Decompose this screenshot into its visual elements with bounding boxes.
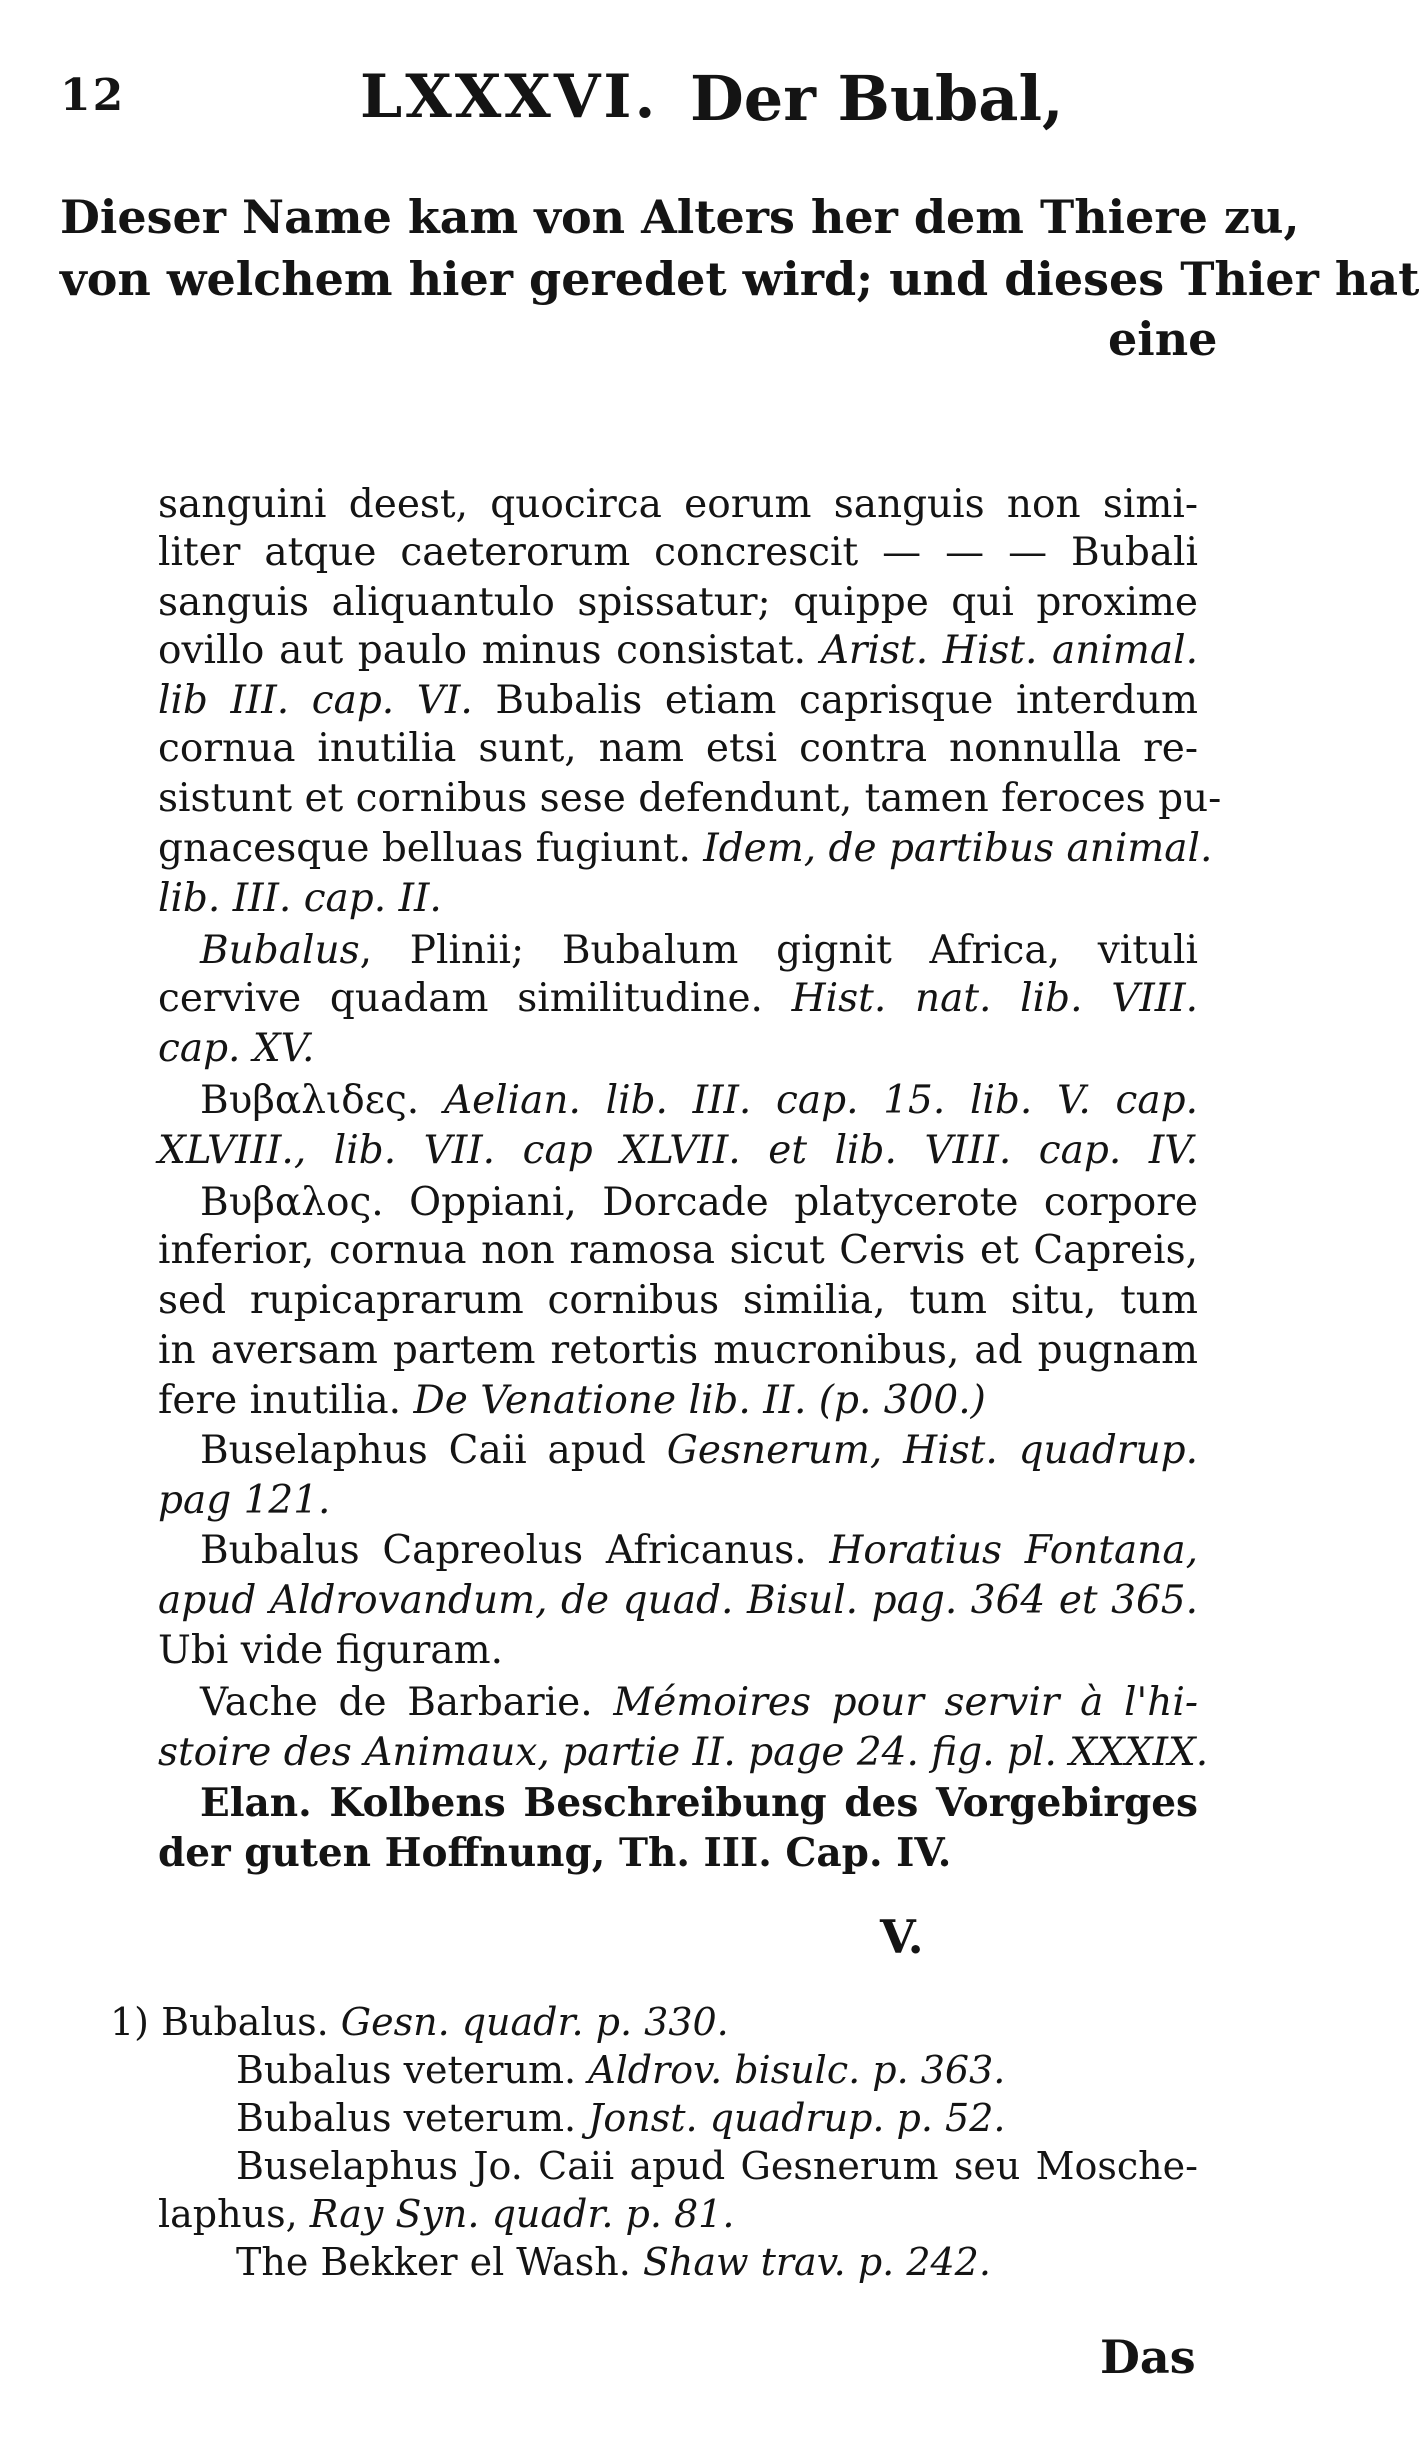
- text-line: stoire des Animaux, partie II. page 24. fig. pl. XXXIX.: [158, 1730, 1209, 1775]
- footnote-line: Buselaphus Jo. Caii apud Gesnerum seu Mosche-: [236, 2144, 1198, 2188]
- page-number: 12: [60, 70, 126, 121]
- text-line: lib. III. cap. II.: [158, 876, 442, 921]
- text-line: der guten Hoffnung, Th. III. Cap. IV.: [158, 1830, 952, 1876]
- text-line: Buselaphus Caii apud Gesnerum, Hist. quadrup.: [200, 1428, 1199, 1473]
- page-header: [60, 62, 1200, 142]
- text-line: cervive quadam similitudine. Hist. nat. lib. VIII.: [158, 976, 1198, 1021]
- chapter-number: LXXXVI.: [360, 62, 659, 132]
- catchword: eine: [1108, 312, 1218, 366]
- text-line: sanguis aliquantulo spissatur; quippe qui proxime: [158, 580, 1198, 625]
- footnote-line: Bubalus veterum. Jonst. quadrup. p. 52.: [236, 2096, 1006, 2140]
- footnote-line: laphus, Ray Syn. quadr. p. 81.: [158, 2192, 735, 2236]
- text-line: Elan. Kolbens Beschreibung des Vorgebirges: [200, 1780, 1198, 1826]
- catchword: V.: [880, 1910, 924, 1964]
- text-line: in aversam partem retortis mucronibus, ad pugnam: [158, 1328, 1198, 1373]
- text-line: Ubi vide figuram.: [158, 1628, 504, 1673]
- text-line: gnacesque belluas fugiunt. Idem, de partibus animal.: [158, 826, 1213, 871]
- text-line: lib III. cap. VI. Bubalis etiam caprisque interdum: [158, 678, 1199, 723]
- text-line: cornua inutilia sunt, nam etsi contra nonnulla re-: [158, 726, 1198, 771]
- text-line: Dieser Name kam von Alters her dem Thiere zu,: [60, 190, 1300, 244]
- text-line: von welchem hier geredet wird; und dieses Thier hat: [60, 252, 1419, 306]
- text-line: ovillo aut paulo minus consistat. Arist. Hist. animal.: [158, 628, 1198, 673]
- text-line: sistunt et cornibus sese defendunt, tamen feroces pu-: [158, 776, 1222, 821]
- text-line: fere inutilia. De Venatione lib. II. (p. 300.): [158, 1378, 986, 1423]
- text-line: liter atque caeterorum concrescit — — — Bubali: [158, 530, 1198, 575]
- text-line: Vache de Barbarie. Mémoires pour servir à l'hi-: [200, 1680, 1198, 1725]
- text-line: sed rupicaprarum cornibus similia, tum situ, tum: [158, 1278, 1198, 1323]
- text-line: cap. XV.: [158, 1026, 315, 1071]
- text-line: sanguini deest, quocirca eorum sanguis non simi-: [158, 482, 1198, 527]
- footnote-line: The Bekker el Wash. Shaw trav. p. 242.: [236, 2240, 991, 2284]
- text-line: apud Aldrovandum, de quad. Bisul. pag. 364 et 365.: [158, 1578, 1198, 1623]
- catchword-end: Das: [1100, 2330, 1196, 2384]
- text-line: XLVIII., lib. VII. cap XLVII. et lib. VIII. cap. IV.: [158, 1128, 1198, 1173]
- text-line: pag 121.: [158, 1478, 331, 1523]
- text-line: Bubalus Capreolus Africanus. Horatius Fontana,: [200, 1528, 1198, 1573]
- text-line: Βυβαλος. Oppiani, Dorcade platycerote corpore: [200, 1180, 1198, 1225]
- footnote-line: 1) Bubalus. Gesn. quadr. p. 330.: [110, 2000, 729, 2044]
- running-title: Der Bubal,: [690, 62, 1064, 135]
- text-line: Βυβαλιδες. Aelian. lib. III. cap. 15. lib. V. cap.: [200, 1078, 1198, 1123]
- text-line: inferior, cornua non ramosa sicut Cervis et Capreis,: [158, 1228, 1198, 1273]
- footnote-line: Bubalus veterum. Aldrov. bisulc. p. 363.: [236, 2048, 1006, 2092]
- text-line: Bubalus, Plinii; Bubalum gignit Africa, vituli: [200, 928, 1198, 973]
